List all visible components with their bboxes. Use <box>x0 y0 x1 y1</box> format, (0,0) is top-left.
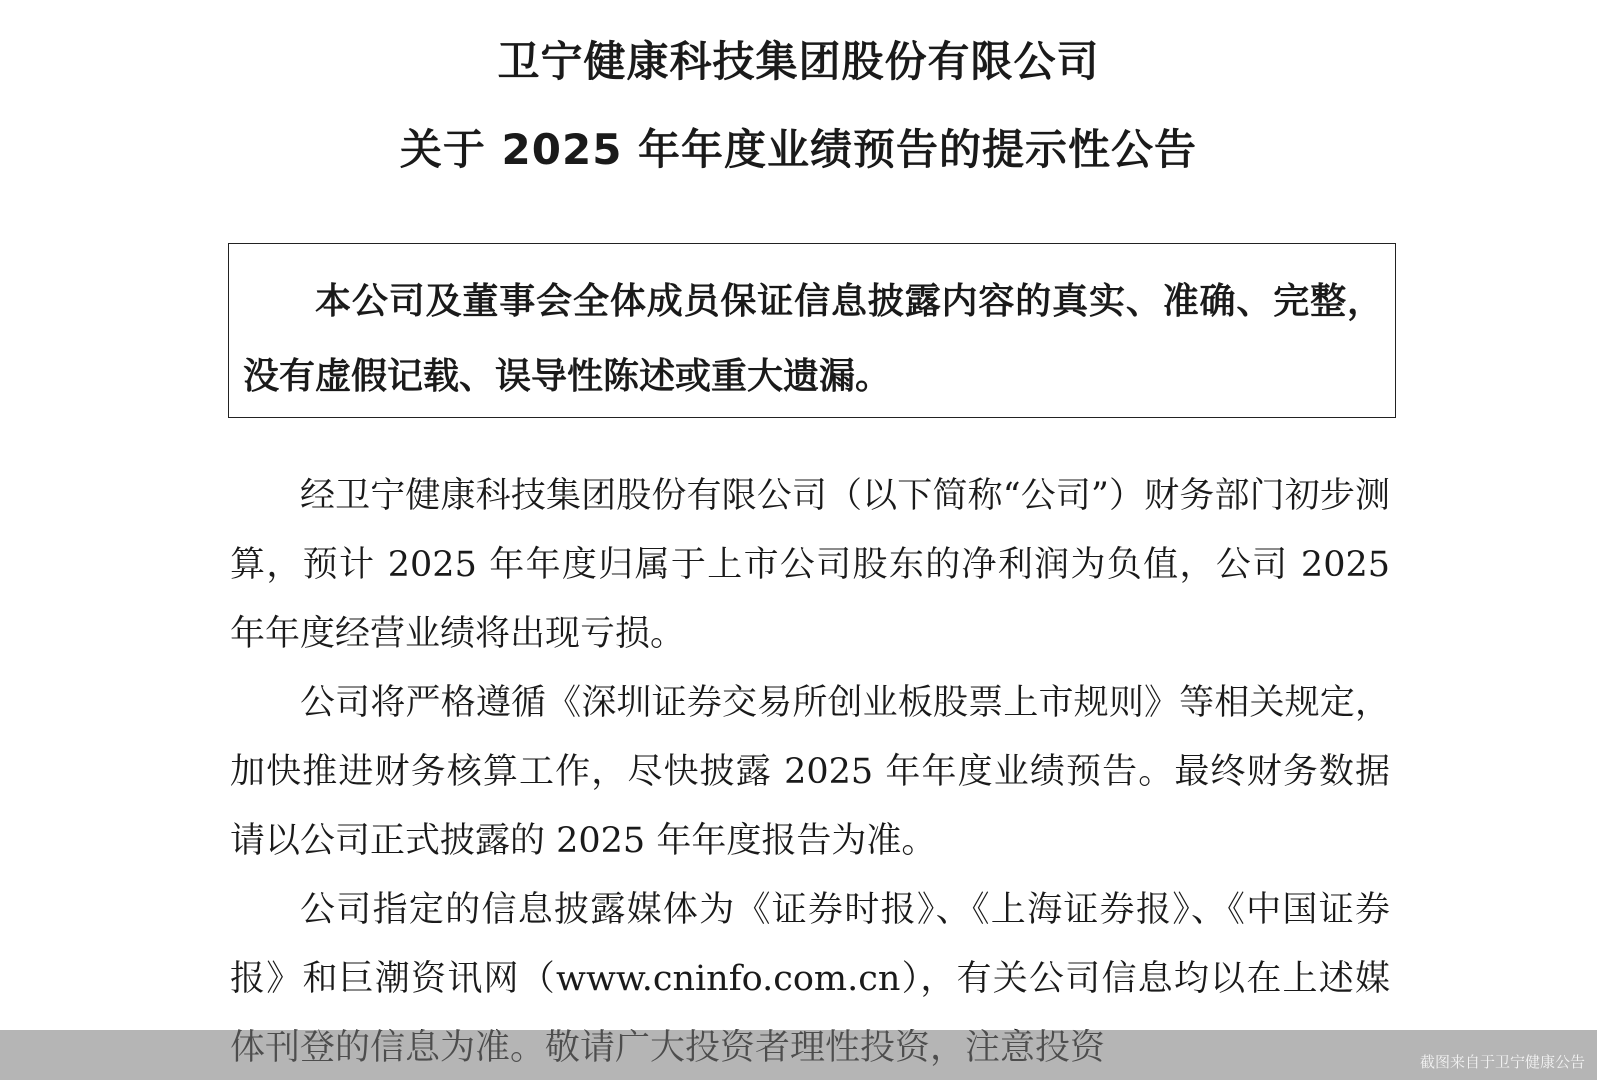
paragraph-disclosure-rules: 公司将严格遵循《深圳证券交易所创业板股票上市规则》等相关规定，加快推进财务核算工作，尽快披露 2025 年年度业绩预告。最终财务数据请以公司正式披露的 2025 年年度报告为准。 <box>230 683 1390 861</box>
announcement-body <box>230 462 1390 1083</box>
notice-box <box>228 243 1396 418</box>
watermark-text: 截图来自于卫宁健康公告 <box>1419 1053 1585 1071</box>
watermark-bar <box>0 1030 1597 1080</box>
paragraph-designated-media: 公司指定的信息披露媒体为《证券时报》、《上海证券报》、《中国证券报》和巨潮资讯网（www.cninfo.com.cn），有关公司信息均以在上述媒 <box>230 890 1390 999</box>
paragraph-preliminary-estimate: 经卫宁健康科技集团股份有限公司（以下简称“公司”）财务部门初步测算，预计 2025 年年度归属于上市公司股东的净利润为负值，公司 2025 年年度经营业绩将出现亏损。 <box>230 476 1390 654</box>
notice-text: 本公司及董事会全体成员保证信息披露内容的真实、准确、完整，没有虚假记载、误导性陈述或重大遗漏。 <box>243 281 1383 397</box>
company-title: 卫宁健康科技集团股份有限公司 <box>497 37 1100 86</box>
announcement-title: 关于 2025 年年度业绩预告的提示性公告 <box>399 125 1198 174</box>
